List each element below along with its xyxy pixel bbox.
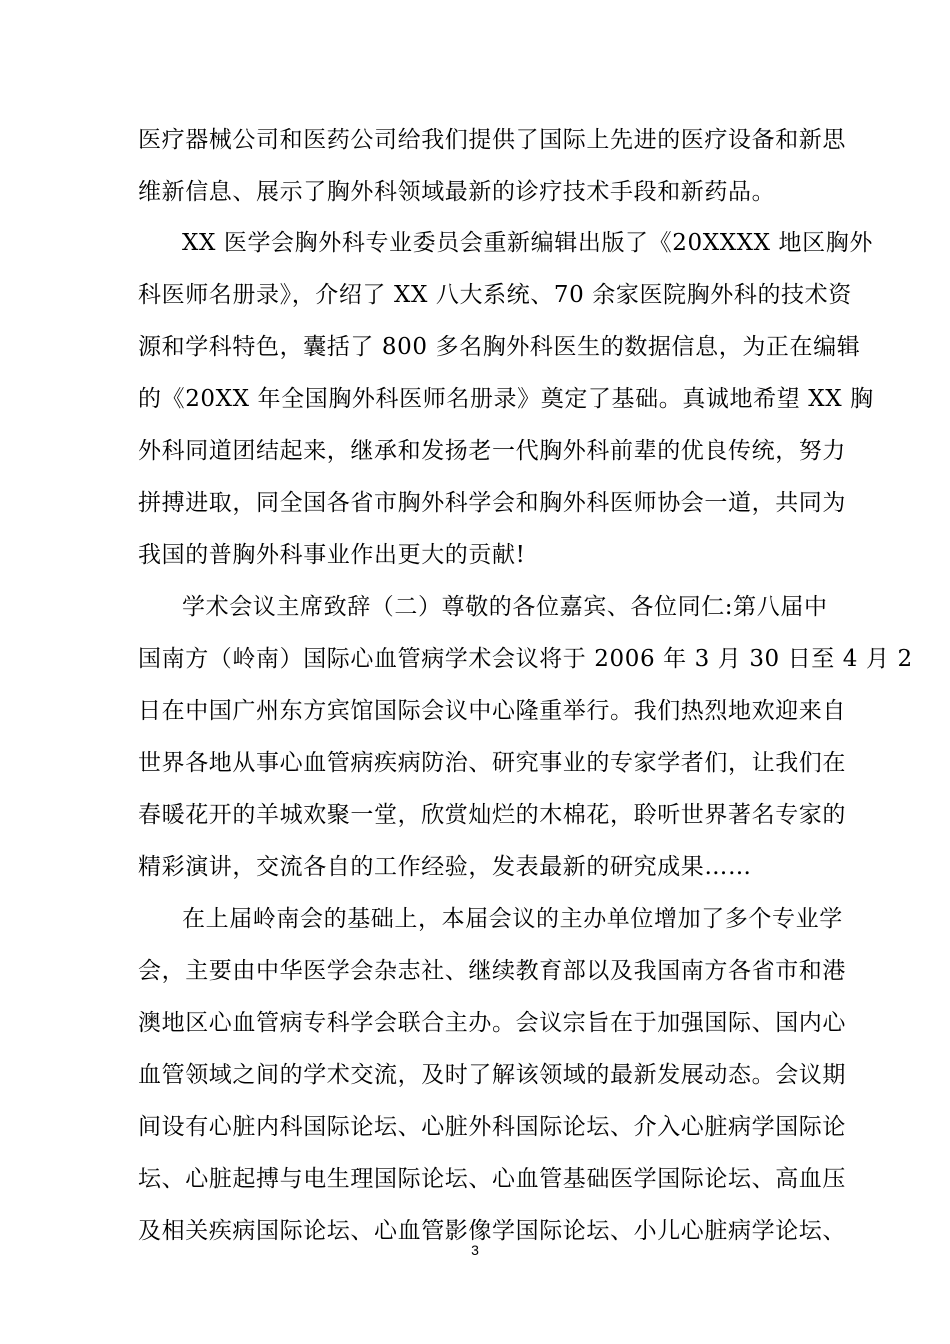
text-line: 国南方（岭南）国际心血管病学术会议将于 2006 年 3 月 30 日至 4 月 2 xyxy=(138,646,913,672)
text-line: 学术会议主席致辞（二）尊敬的各位嘉宾、各位同仁:第八届中 xyxy=(182,594,828,620)
text-line: 外科同道团结起来，继承和发扬老一代胸外科前辈的优良传统，努力 xyxy=(138,438,846,464)
text-line: 世界各地从事心血管病疾病防治、研究事业的专家学者们，让我们在 xyxy=(138,750,846,776)
text-line: 科医师名册录》，介绍了 XX 八大系统、70 余家医院胸外科的技术资 xyxy=(138,282,852,308)
text-line: 春暖花开的羊城欢聚一堂，欣赏灿烂的木棉花，聆听世界著名专家的 xyxy=(138,802,846,828)
text-line: 医疗器械公司和医药公司给我们提供了国际上先进的医疗设备和新思 xyxy=(138,127,846,153)
text-line: 拼搏进取，同全国各省市胸外科学会和胸外科医师协会一道，共同为 xyxy=(138,490,846,516)
text-line: 间设有心脏内科国际论坛、心脏外科国际论坛、介入心脏病学国际论 xyxy=(138,1114,846,1140)
text-line: 日在中国广州东方宾馆国际会议中心隆重举行。我们热烈地欢迎来自 xyxy=(138,698,846,724)
text-line: 源和学科特色，囊括了 800 多名胸外科医生的数据信息，为正在编辑 xyxy=(138,334,861,360)
text-line: 维新信息、展示了胸外科领域最新的诊疗技术手段和新药品。 xyxy=(138,179,776,205)
text-line: XX 医学会胸外科专业委员会重新编辑出版了《20XXXX 地区胸外 xyxy=(182,230,873,256)
page-number: 3 xyxy=(471,1242,479,1258)
text-line: 我国的普胸外科事业作出更大的贡献! xyxy=(138,542,526,568)
text-line: 及相关疾病国际论坛、心血管影像学国际论坛、小儿心脏病学论坛、 xyxy=(138,1218,846,1244)
text-line: 澳地区心血管病专科学会联合主办。会议宗旨在于加强国际、国内心 xyxy=(138,1010,846,1036)
text-line: 坛、心脏起搏与电生理国际论坛、心血管基础医学国际论坛、高血压 xyxy=(138,1166,846,1192)
text-line: 血管领域之间的学术交流，及时了解该领域的最新发展动态。会议期 xyxy=(138,1062,846,1088)
text-line: 的《20XX 年全国胸外科医师名册录》奠定了基础。真诚地希望 XX 胸 xyxy=(138,386,874,412)
text-line: 在上届岭南会的基础上，本届会议的主办单位增加了多个专业学 xyxy=(182,906,843,932)
text-line: 会，主要由中华医学会杂志社、继续教育部以及我国南方各省市和港 xyxy=(138,958,846,984)
text-line: 精彩演讲，交流各自的工作经验，发表最新的研究成果…… xyxy=(138,854,752,880)
